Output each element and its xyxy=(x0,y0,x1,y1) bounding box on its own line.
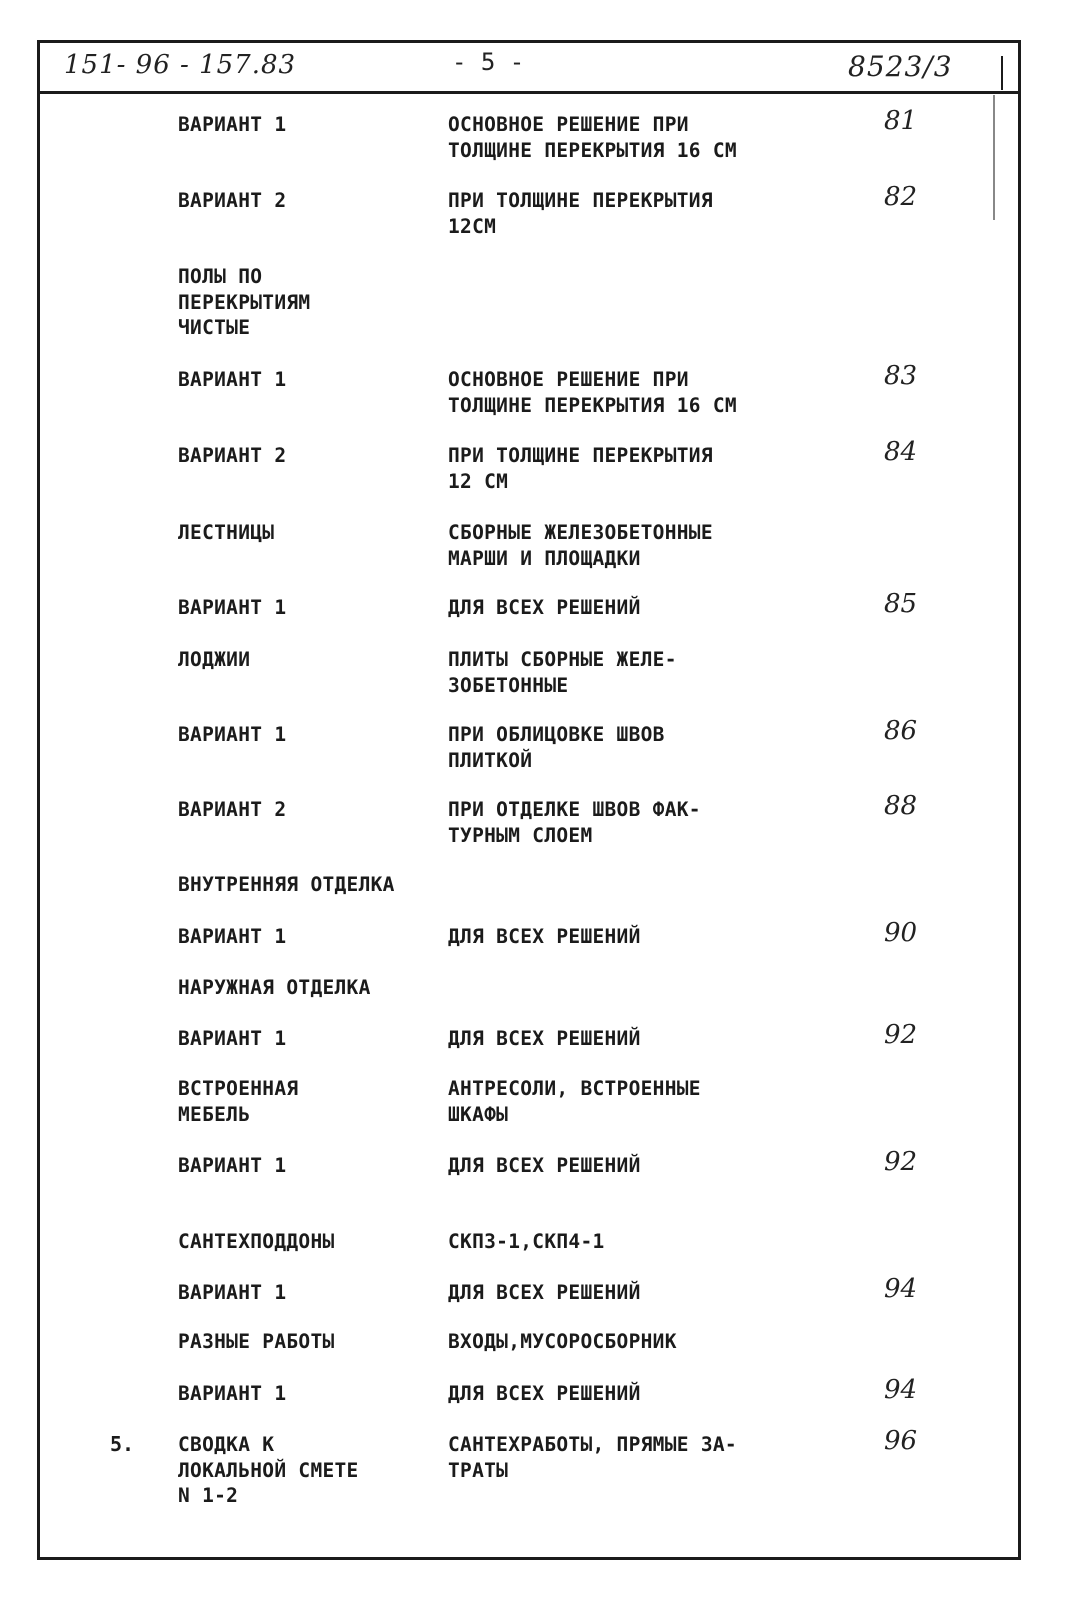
item-name: ВАРИАНТ 1 xyxy=(178,1281,287,1304)
item-description: ПРИ ТОЛЩИНЕ ПЕРЕКРЫТИЯ 12 СМ xyxy=(448,444,713,493)
item-name: ВАРИАНТ 1 xyxy=(178,368,287,391)
item-name: ВАРИАНТ 1 xyxy=(178,1027,287,1050)
item-description: АНТРЕСОЛИ, ВСТРОЕННЫЕ ШКАФЫ xyxy=(448,1077,701,1126)
item-name: НАРУЖНАЯ ОТДЕЛКА xyxy=(178,976,371,999)
item-description: ОСНОВНОЕ РЕШЕНИЕ ПРИ ТОЛЩИНЕ ПЕРЕКРЫТИЯ 16 СМ xyxy=(448,368,737,417)
item-name: ВСТРОЕННАЯ МЕБЕЛЬ xyxy=(178,1077,299,1126)
header-divider xyxy=(37,91,1021,94)
item-page-number: 94 xyxy=(884,1274,918,1304)
item-description: ДЛЯ ВСЕХ РЕШЕНИЙ xyxy=(448,1382,641,1405)
item-description: ПРИ ОБЛИЦОВКЕ ШВОВ ПЛИТКОЙ xyxy=(448,723,665,772)
item-number: 5. xyxy=(110,1432,135,1456)
item-page-number: 92 xyxy=(884,1147,918,1177)
document-code: 151- 96 - 157.83 xyxy=(64,50,297,80)
item-name: ВАРИАНТ 1 xyxy=(178,596,287,619)
item-page-number: 85 xyxy=(884,589,918,619)
item-name: ВАРИАНТ 1 xyxy=(178,925,287,948)
item-name: ВАРИАНТ 1 xyxy=(178,113,287,136)
sheet-code: 8523/3 xyxy=(848,50,953,83)
item-name: ВАРИАНТ 2 xyxy=(178,444,287,467)
item-page-number: 96 xyxy=(884,1426,918,1456)
item-name: ПОЛЫ ПО ПЕРЕКРЫТИЯМ ЧИСТЫЕ xyxy=(178,265,311,339)
item-name: СВОДКА К ЛОКАЛЬНОЙ СМЕТЕ N 1-2 xyxy=(178,1433,359,1507)
item-description: ПРИ ТОЛЩИНЕ ПЕРЕКРЫТИЯ 12СМ xyxy=(448,189,713,238)
item-name: САНТЕХПОДДОНЫ xyxy=(178,1230,335,1253)
item-description: ДЛЯ ВСЕХ РЕШЕНИЙ xyxy=(448,1281,641,1304)
item-description: ДЛЯ ВСЕХ РЕШЕНИЙ xyxy=(448,925,641,948)
item-description: ВХОДЫ,МУСОРОСБОРНИК xyxy=(448,1330,677,1353)
item-page-number: 92 xyxy=(884,1020,918,1050)
item-page-number: 94 xyxy=(884,1375,918,1405)
item-description: ДЛЯ ВСЕХ РЕШЕНИЙ xyxy=(448,1154,641,1177)
item-description: ДЛЯ ВСЕХ РЕШЕНИЙ xyxy=(448,596,641,619)
item-name: РАЗНЫЕ РАБОТЫ xyxy=(178,1330,335,1353)
item-page-number: 90 xyxy=(884,918,918,948)
item-page-number: 82 xyxy=(884,182,918,212)
item-description: ОСНОВНОЕ РЕШЕНИЕ ПРИ ТОЛЩИНЕ ПЕРЕКРЫТИЯ 16 СМ xyxy=(448,113,737,162)
header-tick-mark xyxy=(1001,56,1003,90)
item-name: ВАРИАНТ 2 xyxy=(178,189,287,212)
item-description: ПЛИТЫ СБОРНЫЕ ЖЕЛЕ- ЗОБЕТОННЫЕ xyxy=(448,648,677,697)
item-name: ЛЕСТНИЦЫ xyxy=(178,521,275,544)
item-name: ВАРИАНТ 1 xyxy=(178,723,287,746)
item-description: СКП3-1,СКП4-1 xyxy=(448,1230,605,1253)
item-description: ДЛЯ ВСЕХ РЕШЕНИЙ xyxy=(448,1027,641,1050)
item-page-number: 86 xyxy=(884,716,918,746)
item-name: ВНУТРЕННЯЯ ОТДЕЛКА xyxy=(178,873,395,896)
item-name: ВАРИАНТ 1 xyxy=(178,1154,287,1177)
item-description: САНТЕХРАБОТЫ, ПРЯМЫЕ ЗА- ТРАТЫ xyxy=(448,1433,737,1482)
item-page-number: 83 xyxy=(884,361,918,391)
item-name: ЛОДЖИИ xyxy=(178,648,251,671)
item-page-number: 84 xyxy=(884,437,918,467)
page-number: - 5 - xyxy=(452,48,525,76)
item-name: ВАРИАНТ 1 xyxy=(178,1382,287,1405)
item-description: ПРИ ОТДЕЛКЕ ШВОВ ФАК- ТУРНЫМ СЛОЕМ xyxy=(448,798,701,847)
item-page-number: 81 xyxy=(884,106,918,136)
item-page-number: 88 xyxy=(884,791,918,821)
item-name: ВАРИАНТ 2 xyxy=(178,798,287,821)
item-description: СБОРНЫЕ ЖЕЛЕЗОБЕТОННЫЕ МАРШИ И ПЛОЩАДКИ xyxy=(448,521,713,570)
margin-mark xyxy=(993,95,995,220)
